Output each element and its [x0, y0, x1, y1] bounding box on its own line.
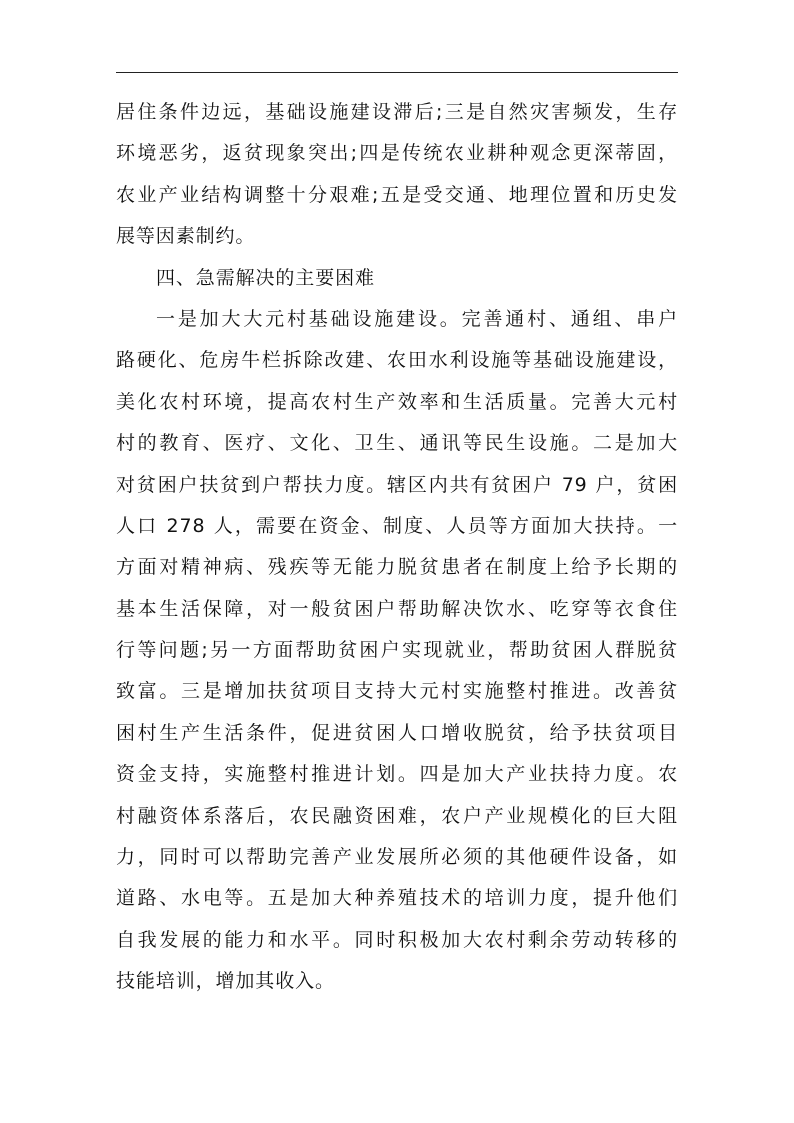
text-line: 一是加大大元村基础设施建设。完善通村、通组、串户 [156, 307, 678, 330]
text-line: 致富。三是增加扶贫项目支持大元村实施整村推进。改善贫 [116, 680, 678, 703]
text-line: 道路、水电等。五是加大种养殖技术的培训力度，提升他们 [116, 887, 678, 910]
text-line: 环境恶劣，返贫现象突出;四是传统农业耕种观念更深蒂固， [116, 142, 678, 165]
text-line: 方面对精神病、残疾等无能力脱贫患者在制度上给予长期的 [116, 556, 678, 579]
text-line: 基本生活保障，对一般贫困户帮助解决饮水、吃穿等衣食住 [116, 597, 678, 620]
text-line: 展等因素制约。 [116, 225, 256, 248]
text-line: 农业产业结构调整十分艰难;五是受交通、地理位置和历史发 [116, 183, 678, 206]
text-line: 对贫困户扶贫到户帮扶力度。辖区内共有贫困户 79 户，贫困 [116, 473, 678, 496]
document-body [116, 92, 678, 1003]
text-line: 力，同时可以帮助完善产业发展所必须的其他硬件设备，如 [116, 846, 678, 869]
text-line: 资金支持，实施整村推进计划。四是加大产业扶持力度。农 [116, 763, 678, 786]
text-line: 困村生产生活条件，促进贫困人口增收脱贫，给予扶贫项目 [116, 721, 678, 744]
header-rule [116, 72, 678, 73]
text-line: 行等问题;另一方面帮助贫困户实现就业，帮助贫困人群脱贫 [116, 639, 678, 662]
text-line: 居住条件边远，基础设施建设滞后;三是自然灾害频发，生存 [116, 101, 678, 123]
text-line: 自我发展的能力和水平。同时积极加大农村剩余劳动转移的 [116, 928, 678, 951]
text-line: 村融资体系落后，农民融资困难，农户产业规模化的巨大阻 [116, 804, 678, 827]
text-line: 人口 278 人，需要在资金、制度、人员等方面加大扶持。一 [116, 514, 678, 537]
text-line: 村的教育、医疗、文化、卫生、通讯等民生设施。二是加大 [116, 432, 678, 455]
text-line: 路硬化、危房牛栏拆除改建、农田水利设施等基础设施建设， [116, 349, 678, 372]
section-heading: 四、急需解决的主要困难 [156, 266, 375, 289]
text-line: 美化农村环境，提高农村生产效率和生活质量。完善大元村 [116, 390, 678, 413]
text-line: 技能培训，增加其收入。 [116, 970, 335, 993]
